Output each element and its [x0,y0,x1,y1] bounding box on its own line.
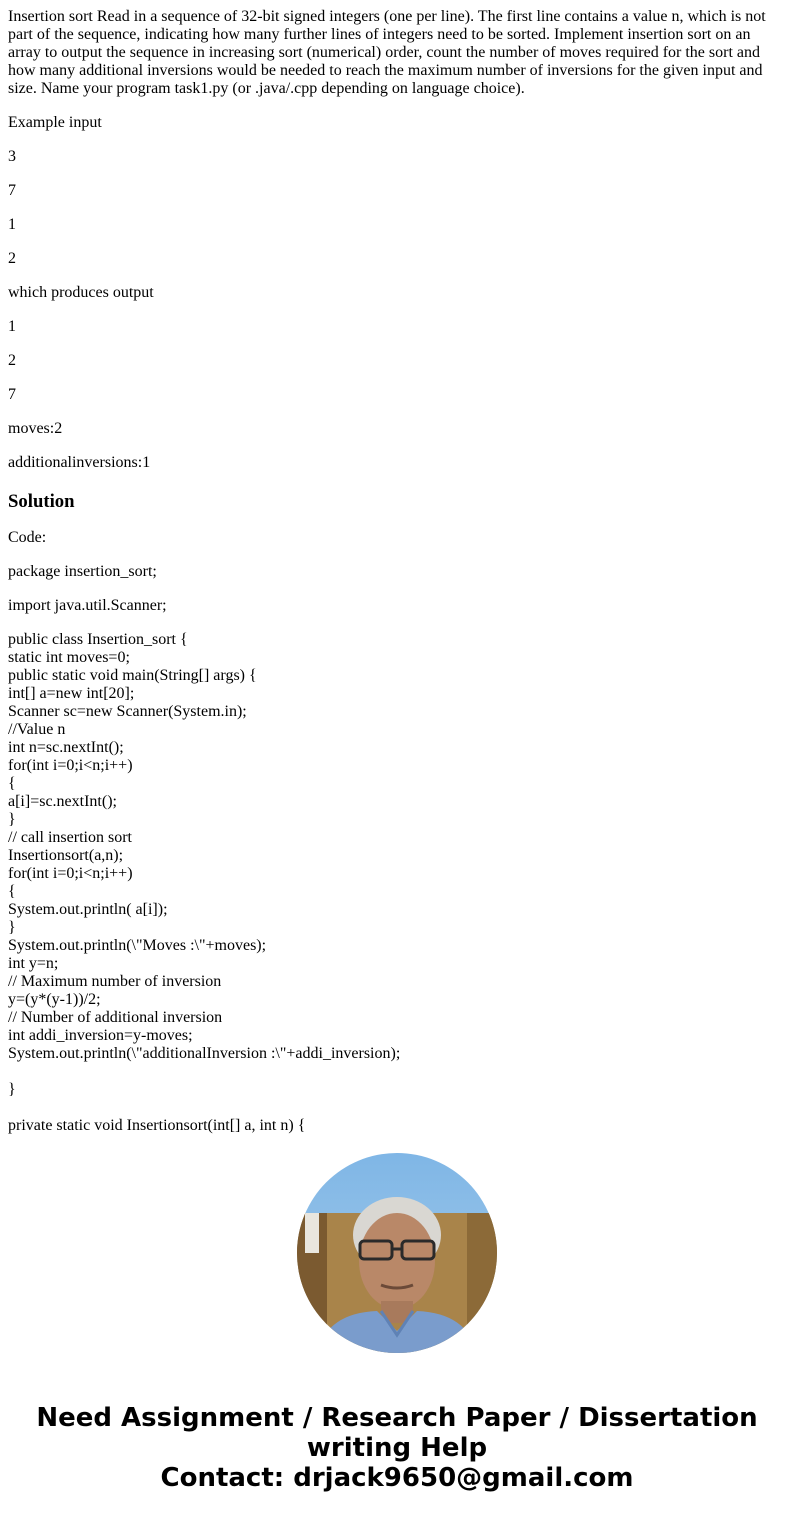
code-line: // Maximum number of inversion [8,973,222,990]
promo-line-2: writing Help [306,1433,488,1463]
example-input-label: Example input [8,114,102,131]
author-avatar [297,1153,497,1353]
code-line: Scanner sc=new Scanner(System.in); [8,703,247,720]
code-line: int[] a=new int[20]; [8,685,135,702]
code-line: for(int i=0;i<n;i++) [8,865,133,882]
code-line [8,1099,778,1117]
code-line: } [8,811,16,828]
code-line: // Number of additional inversion [8,1009,223,1026]
example-output-list [8,318,778,472]
code-line: public class Insertion_sort { [8,631,188,648]
code-label: Code: [8,529,47,546]
code-line: for(int i=0;i<n;i++) [8,757,133,774]
example-input-line: 1 [8,216,16,233]
code-line: private static void Insertionsort(int[] a, int n) { [8,1117,306,1134]
example-input-line: 3 [8,148,16,165]
example-output-line: 7 [8,386,16,403]
document [8,8,778,1144]
code-line: } [8,919,16,936]
code-lines [8,631,778,1135]
example-output-line: 1 [8,318,16,335]
code-package-line: package insertion_sort; [8,563,157,580]
code-line: { [8,775,16,792]
code-line: System.out.println(\"additionalInversion :\"+addi_inversion); [8,1045,401,1062]
code-line: y=(y*(y-1))/2; [8,991,101,1008]
example-input-line: 2 [8,250,16,267]
promo-banner [0,1403,794,1493]
promo-line-1: Need Assignment / Research Paper / Dissertation [36,1403,758,1433]
solution-heading: Solution [8,491,75,512]
code-import-line: import java.util.Scanner; [8,597,167,614]
code-line: static int moves=0; [8,649,130,666]
example-input-line: 7 [8,182,16,199]
person-photo-icon [297,1153,497,1353]
code-line: a[i]=sc.nextInt(); [8,793,117,810]
code-line: } [8,1081,16,1098]
example-output-line: moves:2 [8,420,63,437]
example-input-list [8,148,778,268]
promo-contact[interactable]: Contact: drjack9650@gmail.com [160,1463,634,1493]
code-line: System.out.println(\"Moves :\"+moves); [8,937,267,954]
example-output-line: 2 [8,352,16,369]
code-line: System.out.println( a[i]); [8,901,168,918]
example-output-line: additionalinversions:1 [8,454,151,471]
output-label: which produces output [8,284,154,301]
code-line: { [8,883,16,900]
code-line: int y=n; [8,955,59,972]
code-line: int n=sc.nextInt(); [8,739,124,756]
code-line: //Value n [8,721,66,738]
code-line [8,1063,778,1081]
code-line: int addi_inversion=y-moves; [8,1027,193,1044]
question-text: Insertion sort Read in a sequence of 32-bit signed integers (one per line). The first line contains a value n, which is not part of the sequence, indicating how many further lines of integers need to be sorted. Implement insertion sort on an array to output the sequence in increasing sort (numerical) order, count the number of moves required for the sort and how many additional inversions would be needed to reach the maximum number of inversions for the given input and size. Name your program task1.py (or .java/.cpp depending on language choice). [8,8,766,97]
code-line: Insertionsort(a,n); [8,847,124,864]
code-block [8,631,778,1144]
code-line: // call insertion sort [8,829,132,846]
code-line: public static void main(String[] args) { [8,667,257,684]
